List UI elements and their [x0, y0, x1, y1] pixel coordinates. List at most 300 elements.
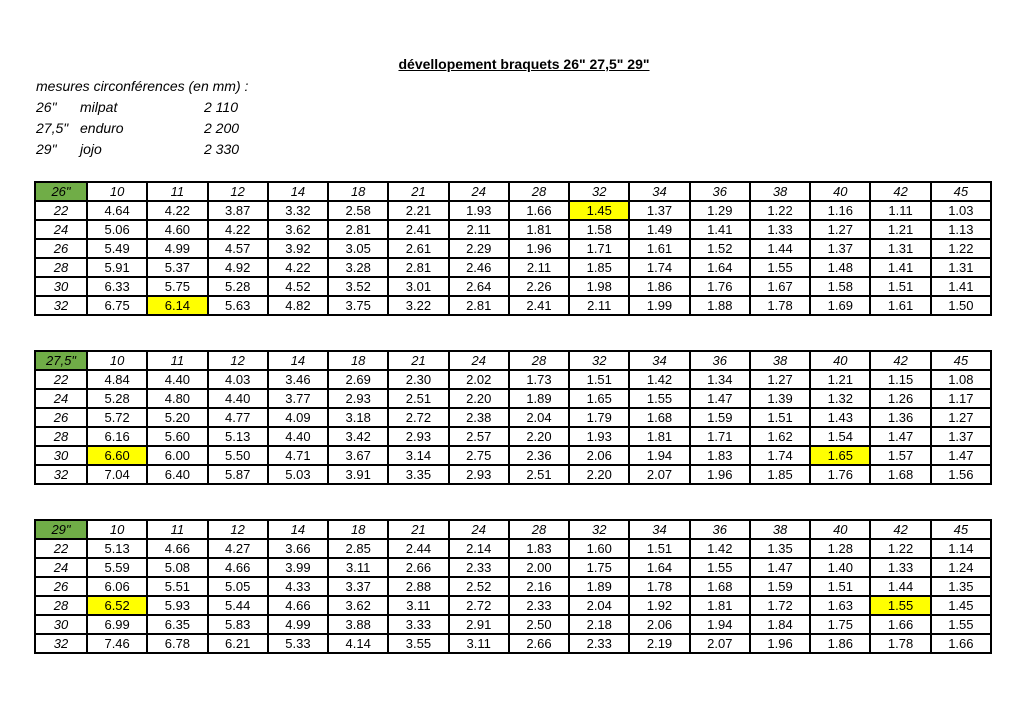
development-cell: 1.21 [810, 370, 870, 389]
table-row [35, 446, 991, 465]
development-cell: 4.40 [208, 389, 268, 408]
development-cell: 1.79 [569, 408, 629, 427]
development-cell: 1.31 [931, 258, 991, 277]
table-row [35, 296, 991, 315]
development-cell: 3.11 [328, 558, 388, 577]
development-cell: 3.77 [268, 389, 328, 408]
development-cell: 1.78 [629, 577, 689, 596]
development-cell: 1.85 [569, 258, 629, 277]
development-cell: 4.80 [147, 389, 207, 408]
development-cell: 1.26 [870, 389, 930, 408]
development-cell: 2.11 [569, 296, 629, 315]
table-row [35, 615, 991, 634]
development-cell: 2.75 [449, 446, 509, 465]
development-cell: 1.34 [690, 370, 750, 389]
sprocket-header: 14 [268, 182, 328, 201]
development-cell: 1.45 [569, 201, 629, 220]
development-cell: 2.41 [388, 220, 448, 239]
development-cell: 1.74 [750, 446, 810, 465]
sprocket-header: 14 [268, 520, 328, 539]
development-cell: 7.46 [87, 634, 147, 653]
development-cell: 1.81 [690, 596, 750, 615]
development-cell: 3.01 [388, 277, 448, 296]
development-cell: 2.66 [509, 634, 569, 653]
development-cell: 3.33 [388, 615, 448, 634]
chainring-label: 30 [35, 615, 87, 634]
sprocket-header: 24 [449, 351, 509, 370]
development-cell: 3.92 [268, 239, 328, 258]
chainring-label: 28 [35, 427, 87, 446]
sprocket-header: 24 [449, 520, 509, 539]
development-cell: 2.00 [509, 558, 569, 577]
development-cell: 3.22 [388, 296, 448, 315]
wheel-name: milpat [80, 99, 118, 115]
development-cell: 2.20 [449, 389, 509, 408]
development-cell: 1.85 [750, 465, 810, 484]
development-cell: 5.83 [208, 615, 268, 634]
development-cell: 6.16 [87, 427, 147, 446]
development-cell: 1.57 [870, 446, 930, 465]
sprocket-header: 34 [629, 182, 689, 201]
sprocket-header: 28 [509, 351, 569, 370]
development-cell: 1.47 [690, 389, 750, 408]
gear-table-27-5 [34, 350, 992, 485]
chainring-label: 24 [35, 558, 87, 577]
development-cell: 4.03 [208, 370, 268, 389]
development-cell: 3.62 [328, 596, 388, 615]
development-cell: 1.51 [870, 277, 930, 296]
sprocket-header: 40 [810, 182, 870, 201]
table-row [35, 370, 991, 389]
development-cell: 4.40 [268, 427, 328, 446]
development-cell: 2.52 [449, 577, 509, 596]
development-cell: 6.00 [147, 446, 207, 465]
development-cell: 1.51 [569, 370, 629, 389]
development-cell: 2.88 [388, 577, 448, 596]
development-cell: 6.14 [147, 296, 207, 315]
development-cell: 4.27 [208, 539, 268, 558]
development-cell: 4.77 [208, 408, 268, 427]
sprocket-header: 10 [87, 351, 147, 370]
development-cell: 2.20 [509, 427, 569, 446]
development-cell: 3.62 [268, 220, 328, 239]
development-cell: 4.22 [147, 201, 207, 220]
development-cell: 1.47 [931, 446, 991, 465]
development-cell: 3.11 [388, 596, 448, 615]
development-cell: 5.33 [268, 634, 328, 653]
development-cell: 2.44 [388, 539, 448, 558]
development-cell: 2.06 [569, 446, 629, 465]
development-cell: 4.99 [268, 615, 328, 634]
development-cell: 2.93 [449, 465, 509, 484]
development-cell: 2.33 [569, 634, 629, 653]
development-cell: 5.50 [208, 446, 268, 465]
development-cell: 1.92 [629, 596, 689, 615]
chainring-label: 30 [35, 446, 87, 465]
sprocket-header: 36 [690, 351, 750, 370]
development-cell: 4.40 [147, 370, 207, 389]
chainring-label: 26 [35, 239, 87, 258]
development-cell: 3.99 [268, 558, 328, 577]
development-cell: 7.04 [87, 465, 147, 484]
table-row [35, 239, 991, 258]
development-cell: 6.06 [87, 577, 147, 596]
development-cell: 2.38 [449, 408, 509, 427]
development-cell: 1.22 [750, 201, 810, 220]
development-cell: 2.14 [449, 539, 509, 558]
development-cell: 2.64 [449, 277, 509, 296]
development-cell: 2.36 [509, 446, 569, 465]
development-cell: 1.35 [750, 539, 810, 558]
development-cell: 5.63 [208, 296, 268, 315]
development-cell: 1.33 [870, 558, 930, 577]
development-cell: 5.93 [147, 596, 207, 615]
sprocket-header: 11 [147, 351, 207, 370]
sprocket-header: 34 [629, 520, 689, 539]
development-cell: 1.50 [931, 296, 991, 315]
development-cell: 1.83 [509, 539, 569, 558]
development-cell: 1.94 [629, 446, 689, 465]
development-cell: 6.40 [147, 465, 207, 484]
development-cell: 1.93 [449, 201, 509, 220]
development-cell: 1.21 [870, 220, 930, 239]
wheel-info-29 [36, 141, 436, 162]
development-cell: 1.31 [870, 239, 930, 258]
development-cell: 5.59 [87, 558, 147, 577]
development-cell: 1.55 [750, 258, 810, 277]
development-cell: 3.67 [328, 446, 388, 465]
measures-heading: mesures circonférences (en mm) : [36, 78, 249, 94]
table-row [35, 596, 991, 615]
chainring-label: 26 [35, 577, 87, 596]
sprocket-header: 42 [870, 520, 930, 539]
chainring-label: 32 [35, 634, 87, 653]
measures-heading-line [36, 78, 436, 99]
development-cell: 4.66 [208, 558, 268, 577]
development-cell: 2.93 [328, 389, 388, 408]
development-cell: 1.96 [509, 239, 569, 258]
sprocket-header: 11 [147, 182, 207, 201]
development-cell: 3.18 [328, 408, 388, 427]
development-cell: 3.11 [449, 634, 509, 653]
chainring-label: 28 [35, 596, 87, 615]
development-cell: 3.42 [328, 427, 388, 446]
development-cell: 2.11 [509, 258, 569, 277]
wheel-info-27-5 [36, 120, 436, 141]
development-cell: 5.49 [87, 239, 147, 258]
development-cell: 1.33 [750, 220, 810, 239]
wheel-name: enduro [80, 120, 124, 136]
development-cell: 2.21 [388, 201, 448, 220]
chainring-label: 26 [35, 408, 87, 427]
development-cell: 5.13 [87, 539, 147, 558]
development-cell: 1.28 [810, 539, 870, 558]
sprocket-header: 21 [388, 182, 448, 201]
development-cell: 1.51 [750, 408, 810, 427]
development-cell: 5.03 [268, 465, 328, 484]
development-cell: 1.81 [509, 220, 569, 239]
development-cell: 2.19 [629, 634, 689, 653]
development-cell: 6.35 [147, 615, 207, 634]
development-cell: 1.42 [629, 370, 689, 389]
development-cell: 6.99 [87, 615, 147, 634]
development-cell: 1.64 [629, 558, 689, 577]
development-cell: 5.60 [147, 427, 207, 446]
development-cell: 1.47 [870, 427, 930, 446]
development-cell: 2.50 [509, 615, 569, 634]
sprocket-header: 28 [509, 520, 569, 539]
development-cell: 1.36 [870, 408, 930, 427]
development-cell: 1.49 [629, 220, 689, 239]
development-cell: 2.66 [388, 558, 448, 577]
sprocket-header: 45 [931, 182, 991, 201]
sprocket-header: 45 [931, 351, 991, 370]
development-cell: 2.81 [449, 296, 509, 315]
development-cell: 5.13 [208, 427, 268, 446]
development-cell: 2.46 [449, 258, 509, 277]
development-cell: 3.37 [328, 577, 388, 596]
development-cell: 1.62 [750, 427, 810, 446]
wheel-circumference: 2 330 [204, 141, 240, 157]
sprocket-header: 40 [810, 351, 870, 370]
wheel-size-label: 26" [35, 182, 87, 201]
header-row [35, 351, 991, 370]
sprocket-header: 18 [328, 520, 388, 539]
development-cell: 1.76 [810, 465, 870, 484]
development-cell: 1.45 [931, 596, 991, 615]
development-cell: 1.75 [569, 558, 629, 577]
development-cell: 2.72 [449, 596, 509, 615]
page-title [0, 56, 1024, 72]
sprocket-header: 42 [870, 351, 930, 370]
wheel-size: 29" [36, 141, 57, 157]
development-cell: 3.46 [268, 370, 328, 389]
development-cell: 1.86 [629, 277, 689, 296]
chainring-label: 24 [35, 389, 87, 408]
development-cell: 1.27 [750, 370, 810, 389]
development-cell: 6.60 [87, 446, 147, 465]
development-cell: 4.66 [147, 539, 207, 558]
development-cell: 4.22 [208, 220, 268, 239]
development-cell: 1.83 [690, 446, 750, 465]
chainring-label: 22 [35, 539, 87, 558]
development-cell: 1.94 [690, 615, 750, 634]
development-cell: 1.98 [569, 277, 629, 296]
chainring-label: 22 [35, 201, 87, 220]
development-cell: 1.96 [750, 634, 810, 653]
sprocket-header: 24 [449, 182, 509, 201]
development-cell: 1.08 [931, 370, 991, 389]
development-cell: 1.89 [509, 389, 569, 408]
development-cell: 5.08 [147, 558, 207, 577]
development-cell: 1.66 [931, 634, 991, 653]
development-cell: 1.71 [569, 239, 629, 258]
development-cell: 2.26 [509, 277, 569, 296]
development-cell: 2.58 [328, 201, 388, 220]
development-cell: 1.69 [810, 296, 870, 315]
development-cell: 1.48 [810, 258, 870, 277]
development-cell: 1.11 [870, 201, 930, 220]
development-cell: 1.44 [750, 239, 810, 258]
development-cell: 6.75 [87, 296, 147, 315]
table-row [35, 408, 991, 427]
development-cell: 5.20 [147, 408, 207, 427]
sprocket-header: 10 [87, 182, 147, 201]
sprocket-header: 45 [931, 520, 991, 539]
sprocket-header: 10 [87, 520, 147, 539]
development-cell: 1.03 [931, 201, 991, 220]
sprocket-header: 32 [569, 182, 629, 201]
development-cell: 4.14 [328, 634, 388, 653]
development-cell: 5.37 [147, 258, 207, 277]
wheel-size: 26" [36, 99, 57, 115]
sprocket-header: 42 [870, 182, 930, 201]
development-cell: 1.78 [870, 634, 930, 653]
development-cell: 1.52 [690, 239, 750, 258]
development-cell: 6.21 [208, 634, 268, 653]
sprocket-header: 11 [147, 520, 207, 539]
development-cell: 2.16 [509, 577, 569, 596]
chainring-label: 24 [35, 220, 87, 239]
development-cell: 1.63 [810, 596, 870, 615]
development-cell: 1.27 [810, 220, 870, 239]
sprocket-header: 36 [690, 520, 750, 539]
development-cell: 3.75 [328, 296, 388, 315]
development-cell: 4.09 [268, 408, 328, 427]
development-cell: 1.40 [810, 558, 870, 577]
development-cell: 4.71 [268, 446, 328, 465]
development-cell: 1.42 [690, 539, 750, 558]
development-cell: 1.71 [690, 427, 750, 446]
development-cell: 3.55 [388, 634, 448, 653]
development-cell: 3.66 [268, 539, 328, 558]
table-row [35, 539, 991, 558]
development-cell: 4.52 [268, 277, 328, 296]
wheel-size: 27,5" [36, 120, 69, 136]
development-cell: 1.59 [750, 577, 810, 596]
development-cell: 1.55 [629, 389, 689, 408]
wheel-circumference: 2 110 [204, 99, 238, 115]
development-cell: 2.51 [509, 465, 569, 484]
wheel-circumference: 2 200 [204, 120, 240, 136]
sprocket-header: 38 [750, 351, 810, 370]
development-cell: 1.55 [690, 558, 750, 577]
development-cell: 2.91 [449, 615, 509, 634]
development-cell: 1.55 [870, 596, 930, 615]
development-cell: 1.68 [690, 577, 750, 596]
table-row [35, 634, 991, 653]
sprocket-header: 21 [388, 520, 448, 539]
development-cell: 2.30 [388, 370, 448, 389]
header-row [35, 520, 991, 539]
development-cell: 2.02 [449, 370, 509, 389]
development-cell: 5.72 [87, 408, 147, 427]
development-cell: 1.54 [810, 427, 870, 446]
development-cell: 2.11 [449, 220, 509, 239]
development-cell: 1.61 [629, 239, 689, 258]
development-cell: 2.18 [569, 615, 629, 634]
development-cell: 2.33 [509, 596, 569, 615]
wheel-info-26 [36, 99, 436, 120]
development-cell: 2.81 [388, 258, 448, 277]
development-cell: 4.57 [208, 239, 268, 258]
development-cell: 1.88 [690, 296, 750, 315]
development-cell: 1.86 [810, 634, 870, 653]
development-cell: 2.29 [449, 239, 509, 258]
development-cell: 1.47 [750, 558, 810, 577]
sprocket-header: 18 [328, 351, 388, 370]
chainring-label: 28 [35, 258, 87, 277]
sprocket-header: 38 [750, 520, 810, 539]
development-cell: 3.35 [388, 465, 448, 484]
development-cell: 4.92 [208, 258, 268, 277]
development-cell: 3.28 [328, 258, 388, 277]
development-cell: 1.59 [690, 408, 750, 427]
gear-table-26 [34, 181, 992, 316]
sprocket-header: 36 [690, 182, 750, 201]
development-cell: 2.51 [388, 389, 448, 408]
table-row [35, 389, 991, 408]
development-cell: 5.28 [87, 389, 147, 408]
development-cell: 1.17 [931, 389, 991, 408]
development-cell: 4.33 [268, 577, 328, 596]
development-cell: 4.99 [147, 239, 207, 258]
development-cell: 1.22 [931, 239, 991, 258]
development-cell: 1.44 [870, 577, 930, 596]
development-cell: 1.74 [629, 258, 689, 277]
sprocket-header: 38 [750, 182, 810, 201]
table-row [35, 258, 991, 277]
development-cell: 2.72 [388, 408, 448, 427]
development-cell: 1.66 [870, 615, 930, 634]
development-cell: 4.60 [147, 220, 207, 239]
development-cell: 1.64 [690, 258, 750, 277]
development-cell: 1.99 [629, 296, 689, 315]
development-cell: 2.04 [569, 596, 629, 615]
sprocket-header: 18 [328, 182, 388, 201]
development-cell: 1.13 [931, 220, 991, 239]
table-row [35, 220, 991, 239]
sprocket-header: 21 [388, 351, 448, 370]
development-cell: 1.43 [810, 408, 870, 427]
development-cell: 6.52 [87, 596, 147, 615]
development-cell: 2.33 [449, 558, 509, 577]
development-cell: 2.57 [449, 427, 509, 446]
development-cell: 3.05 [328, 239, 388, 258]
development-cell: 1.56 [931, 465, 991, 484]
development-cell: 1.39 [750, 389, 810, 408]
development-cell: 1.65 [569, 389, 629, 408]
development-cell: 1.67 [750, 277, 810, 296]
chainring-label: 30 [35, 277, 87, 296]
development-cell: 3.52 [328, 277, 388, 296]
table-row [35, 427, 991, 446]
chainring-label: 32 [35, 296, 87, 315]
development-cell: 4.82 [268, 296, 328, 315]
header-row [35, 182, 991, 201]
development-cell: 2.04 [509, 408, 569, 427]
development-cell: 5.06 [87, 220, 147, 239]
table-row [35, 277, 991, 296]
development-cell: 1.58 [810, 277, 870, 296]
development-cell: 1.68 [629, 408, 689, 427]
development-cell: 5.87 [208, 465, 268, 484]
development-cell: 2.20 [569, 465, 629, 484]
wheel-size-label: 29" [35, 520, 87, 539]
development-cell: 3.91 [328, 465, 388, 484]
development-cell: 2.85 [328, 539, 388, 558]
development-cell: 1.72 [750, 596, 810, 615]
